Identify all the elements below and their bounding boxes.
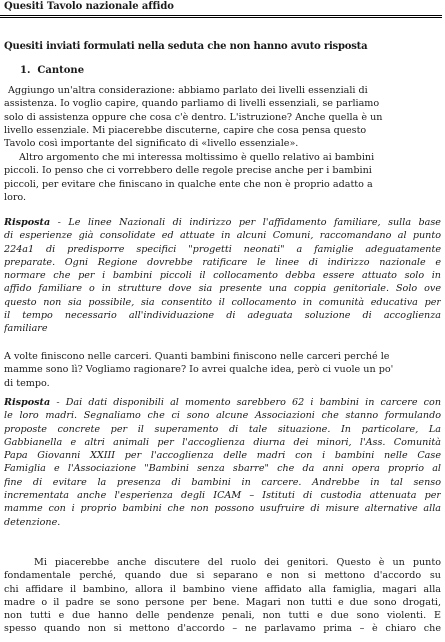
text-line: preparate. Ogni Regione dovrebbe ratificare le linee di indirizzo nazionale e [4,256,441,268]
risposta-bambini-carcere [4,396,441,529]
text-line: normare che per i bambini piccoli il collocamento debba essere attuato solo in [4,270,441,282]
risposta-label: Risposta [4,397,51,408]
text-line: chi affidare il bambino, allora il bambino viene affidato alla famiglia, magari alla [4,583,441,595]
text-line: fondamentale perché, quando due si separano e non si mettono d'accordo su [4,570,441,582]
text-line: fine di evitare la presenza di bambini in carcere. Andrebbe in tal senso [4,476,441,488]
section-heading [20,65,84,76]
text-line: Aggiungo un'altra considerazione: abbiamo parlato dei livelli essenziali di [8,85,368,96]
text-line: mamme con i proprio bambini che non possono usufruire di misure alternative alla [4,503,441,515]
text-line: 224a1 di predisporre specifici "progetti neonati" a famiglie adeguatamente [4,243,441,255]
risposta-label: Risposta [4,217,51,228]
text-line-fragment: - Dai dati disponibili al momento sarebbero 62 i bambini in carcere con [50,397,441,408]
text-line: proposte concrete per il superamento di tale situazione. In particolare, La [4,423,441,435]
text-line: piccoli, per evitare che finiscano in qualche ente che non è proprio adatto a [4,178,373,190]
text-line: detenzione. [4,516,61,528]
paragraph-ruolo-genitori [4,556,441,636]
text-line: di esperienze già consolidate ed attuate in alcuni Comuni, raccomandano al punto [4,230,441,242]
text-line: Papa Giovanni XXIII per l'accoglienza delle madri con i bambini nelle Case [4,450,441,462]
text-line: livello essenziale. Mi piacerebbe discuterne, capire che cosa pensa questo [4,124,367,136]
paragraph-bambini-piccoli [4,151,441,204]
text-line: affido familiare o in strutture dove sia presente una coppia genitoriale. Solo ove [4,283,441,295]
document-header-title: Quesiti Tavolo nazionale affido [4,1,174,12]
paragraph-carceri [4,350,441,390]
text-line: il tempo necessario all'individuazione di adeguata soluzione di accoglienza [4,310,441,322]
text-line: incrementata anche l'esperienza degli ICAM – Istituti di custodia attenuata per [4,490,441,502]
text-line: Famiglia e l'Associazione "Bambini senza sbarre" che da anni opera proprio al [4,463,441,475]
text-line: familiare [4,323,48,335]
text-line: assistenza. Io voglio capire, quando parliamo di livelli essenziali, se parliamo [4,98,380,110]
text-line: piccoli. Io penso che ci vorrebbero delle regole precise anche per i bambini [4,165,372,177]
text-line: A volte finiscono nelle carceri. Quanti bambini finiscono nelle carceri perché le [4,351,390,362]
text-line: solo di assistenza oppure che cosa c'è dentro. L'istruzione? Anche quella è un [4,111,383,123]
section-name: Cantone [37,65,85,76]
text-line: non tutti e due hanno delle pendenze penali, non tutti e due sono violenti. E [4,610,441,622]
text-line: loro. [4,191,27,203]
section-number: 1. [20,65,31,76]
text-line [4,216,441,229]
section-subtitle: Quesiti inviati formulati nella seduta che non hanno avuto risposta [4,41,368,52]
text-line: mamme sono lì? Vogliamo ragionare? Io avrei qualche idea, però ci vuole un po' [4,364,394,376]
text-line: Mi piacerebbe anche discutere del ruolo dei genitori. Questo è un punto [34,557,441,568]
header-rule [0,15,442,18]
text-line [4,396,441,409]
text-line: di tempo. [4,377,50,389]
text-line: Altro argomento che mi interessa moltissimo è quello relativo ai bambini [19,152,375,163]
text-line: le loro madri. Segnaliamo che ci sono alcune Associazioni che stanno formulando [4,410,441,422]
text-line: spesso quando non si mettono d'accordo – ne parlavamo prima – è chiaro che [4,623,441,635]
text-line: Gabbianella e altri animali per l'accoglienza diurna dei minori, l'Ass. Comunità [4,436,441,448]
paragraph-livelli-essenziali [4,84,441,150]
text-line: questo non sia possibile, sia consentito il collocamento in comunità educativa per [4,296,441,308]
text-line: madre o il padre se sono persone per bene. Magari non tutti e due sono drogati, [4,596,441,608]
risposta-affido-neonati [4,216,441,336]
text-line: Tavolo così importante del significato di «livello essenziale». [4,138,299,150]
text-line-fragment: - Le linee Nazionali di indirizzo per l'affidamento familiare, sulla base [50,217,441,228]
